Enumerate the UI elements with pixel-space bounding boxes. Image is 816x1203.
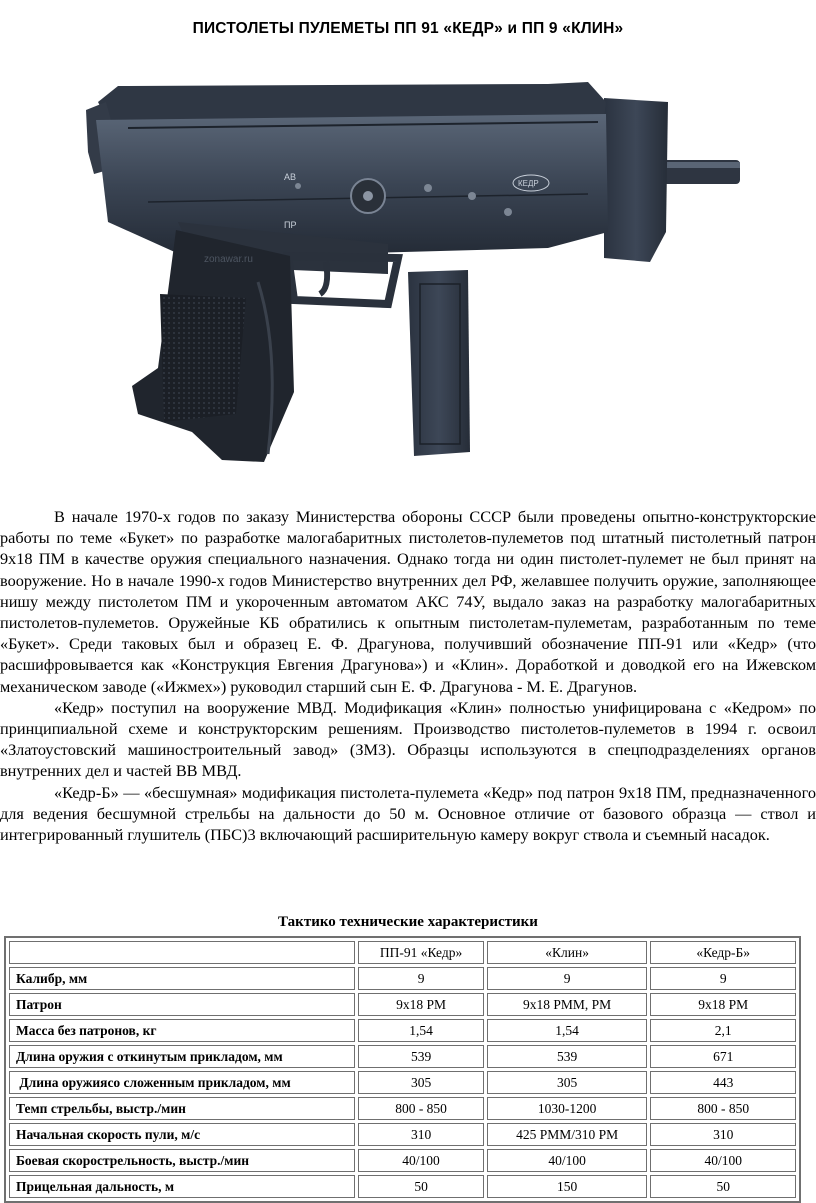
table-row: [9, 1097, 796, 1120]
row-label: Длина оружиясо сложенным прикладом, мм: [9, 1071, 355, 1094]
cell-value: 150: [487, 1175, 648, 1198]
row-label: Калибр, мм: [9, 967, 355, 990]
table-row: [9, 993, 796, 1016]
cell-value: 50: [650, 1175, 796, 1198]
paragraph: «Кедр» поступил на вооружение МВД. Модификация «Клин» полностью унифицирована с «Кедром» по принципиальной схеме и конструкторским решениям. Производство пистолетов-пулеметов в 1994 г. освоил «Златоустовский машиностроительный завод» (ЗМЗ). Образцы используются в спецподразделениях органов внутренних дел и частей ВВ МВД.: [0, 697, 816, 781]
header-cell-empty: [9, 941, 355, 964]
table-row: [9, 1019, 796, 1042]
row-label: Патрон: [9, 993, 355, 1016]
cell-value: 9х18 РМ: [650, 993, 796, 1016]
cell-value: 2,1: [650, 1019, 796, 1042]
paragraph: В начале 1970-х годов по заказу Министерства обороны СССР были проведены опытно-конструкторские работы по теме «Букет» по разработке малогабаритных пистолетов-пулеметов под штатный пистолетный патрон 9х18 ПМ в качестве оружия специального назначения. Однако тогда ни один пистолет-пулемет не был принят на вооружение. Но в начале 1990-х годов Министерство внутренних дел РФ, желавшее получить оружие, заполняющее нишу между пистолетом ПМ и укороченным автоматом АКС 74У, выдало заказ на разработку малогабаритных пистолетов-пулеметов. Оружейные КБ обратились к опытным пистолетам-пулеметам, разработанным по теме «Букет». Среди таковых был и образец Е. Ф. Драгунова, получивший обозначение ПП-91 или «Кедр» (что расшифровывается как «Конструкция Евгения Драгунова») и «Клин». Доработкой и доводкой его на Ижевском механическом заводе («Ижмех») руководил старший сын Е. Ф. Драгунова - М. Е. Драгунов.: [0, 507, 816, 696]
table-title: Тактико технические характеристики: [278, 914, 538, 930]
cell-value: 443: [650, 1071, 796, 1094]
selector-av-marking: АВ: [284, 172, 297, 182]
cell-value: 40/100: [358, 1149, 483, 1172]
selector-pr-marking: ПР: [284, 220, 297, 230]
cell-value: 9: [487, 967, 648, 990]
submachine-gun-photo: [68, 62, 750, 486]
cell-value: 40/100: [487, 1149, 648, 1172]
cell-value: 40/100: [650, 1149, 796, 1172]
photo-watermark: zonawar.ru: [204, 254, 253, 265]
row-label: Прицельная дальность, м: [9, 1175, 355, 1198]
cell-value: 305: [487, 1071, 648, 1094]
table-row: [9, 1149, 796, 1172]
cell-value: 800 - 850: [358, 1097, 483, 1120]
cell-value: 9: [650, 967, 796, 990]
cell-value: 671: [650, 1045, 796, 1068]
cell-value: 1030-1200: [487, 1097, 648, 1120]
header-cell-klin: «Клин»: [487, 941, 648, 964]
table-row: [9, 1123, 796, 1146]
cell-value: 9: [358, 967, 483, 990]
header-cell-kedr: ПП-91 «Кедр»: [358, 941, 483, 964]
article-text: [0, 506, 816, 845]
cell-value: 50: [358, 1175, 483, 1198]
row-label: Начальная скорость пули, м/с: [9, 1123, 355, 1146]
table-row: [9, 1045, 796, 1068]
cell-value: 539: [358, 1045, 483, 1068]
table-row: [9, 1175, 796, 1198]
cell-value: 9х18 РМ: [358, 993, 483, 1016]
cell-value: 1,54: [358, 1019, 483, 1042]
row-label: Темп стрельбы, выстр./мин: [9, 1097, 355, 1120]
table-row: [9, 1071, 796, 1094]
cell-value: 539: [487, 1045, 648, 1068]
cell-value: 305: [358, 1071, 483, 1094]
cell-value: 310: [650, 1123, 796, 1146]
specs-table: [4, 936, 801, 1203]
page-title: ПИСТОЛЕТЫ ПУЛЕМЕТЫ ПП 91 «КЕДР» и ПП 9 «КЛИН»: [192, 20, 624, 37]
cell-value: 310: [358, 1123, 483, 1146]
cell-value: 800 - 850: [650, 1097, 796, 1120]
header-cell-kedr-b: «Кедр-Б»: [650, 941, 796, 964]
table-header-row: [9, 941, 796, 964]
cell-value: 1,54: [487, 1019, 648, 1042]
row-label: Длина оружия с откинутым прикладом, мм: [9, 1045, 355, 1068]
table-row: [9, 967, 796, 990]
kedr-logo-marking: КЕДР: [518, 179, 539, 188]
row-label: Боевая скорострельность, выстр./мин: [9, 1149, 355, 1172]
cell-value: 9х18 РММ, РМ: [487, 993, 648, 1016]
paragraph: «Кедр-Б» — «бесшумная» модификация пистолета-пулемета «Кедр» под патрон 9х18 ПМ, предназначенного для ведения бесшумной стрельбы на дальности до 50 м. Основное отличие от базового образца — ствол и интегрированный глушитель (ПБС)3 включающий расширительную камеру вокруг ствола и съемный насадок.: [0, 782, 816, 845]
cell-value: 425 РММ/310 РМ: [487, 1123, 648, 1146]
row-label: Масса без патронов, кг: [9, 1019, 355, 1042]
